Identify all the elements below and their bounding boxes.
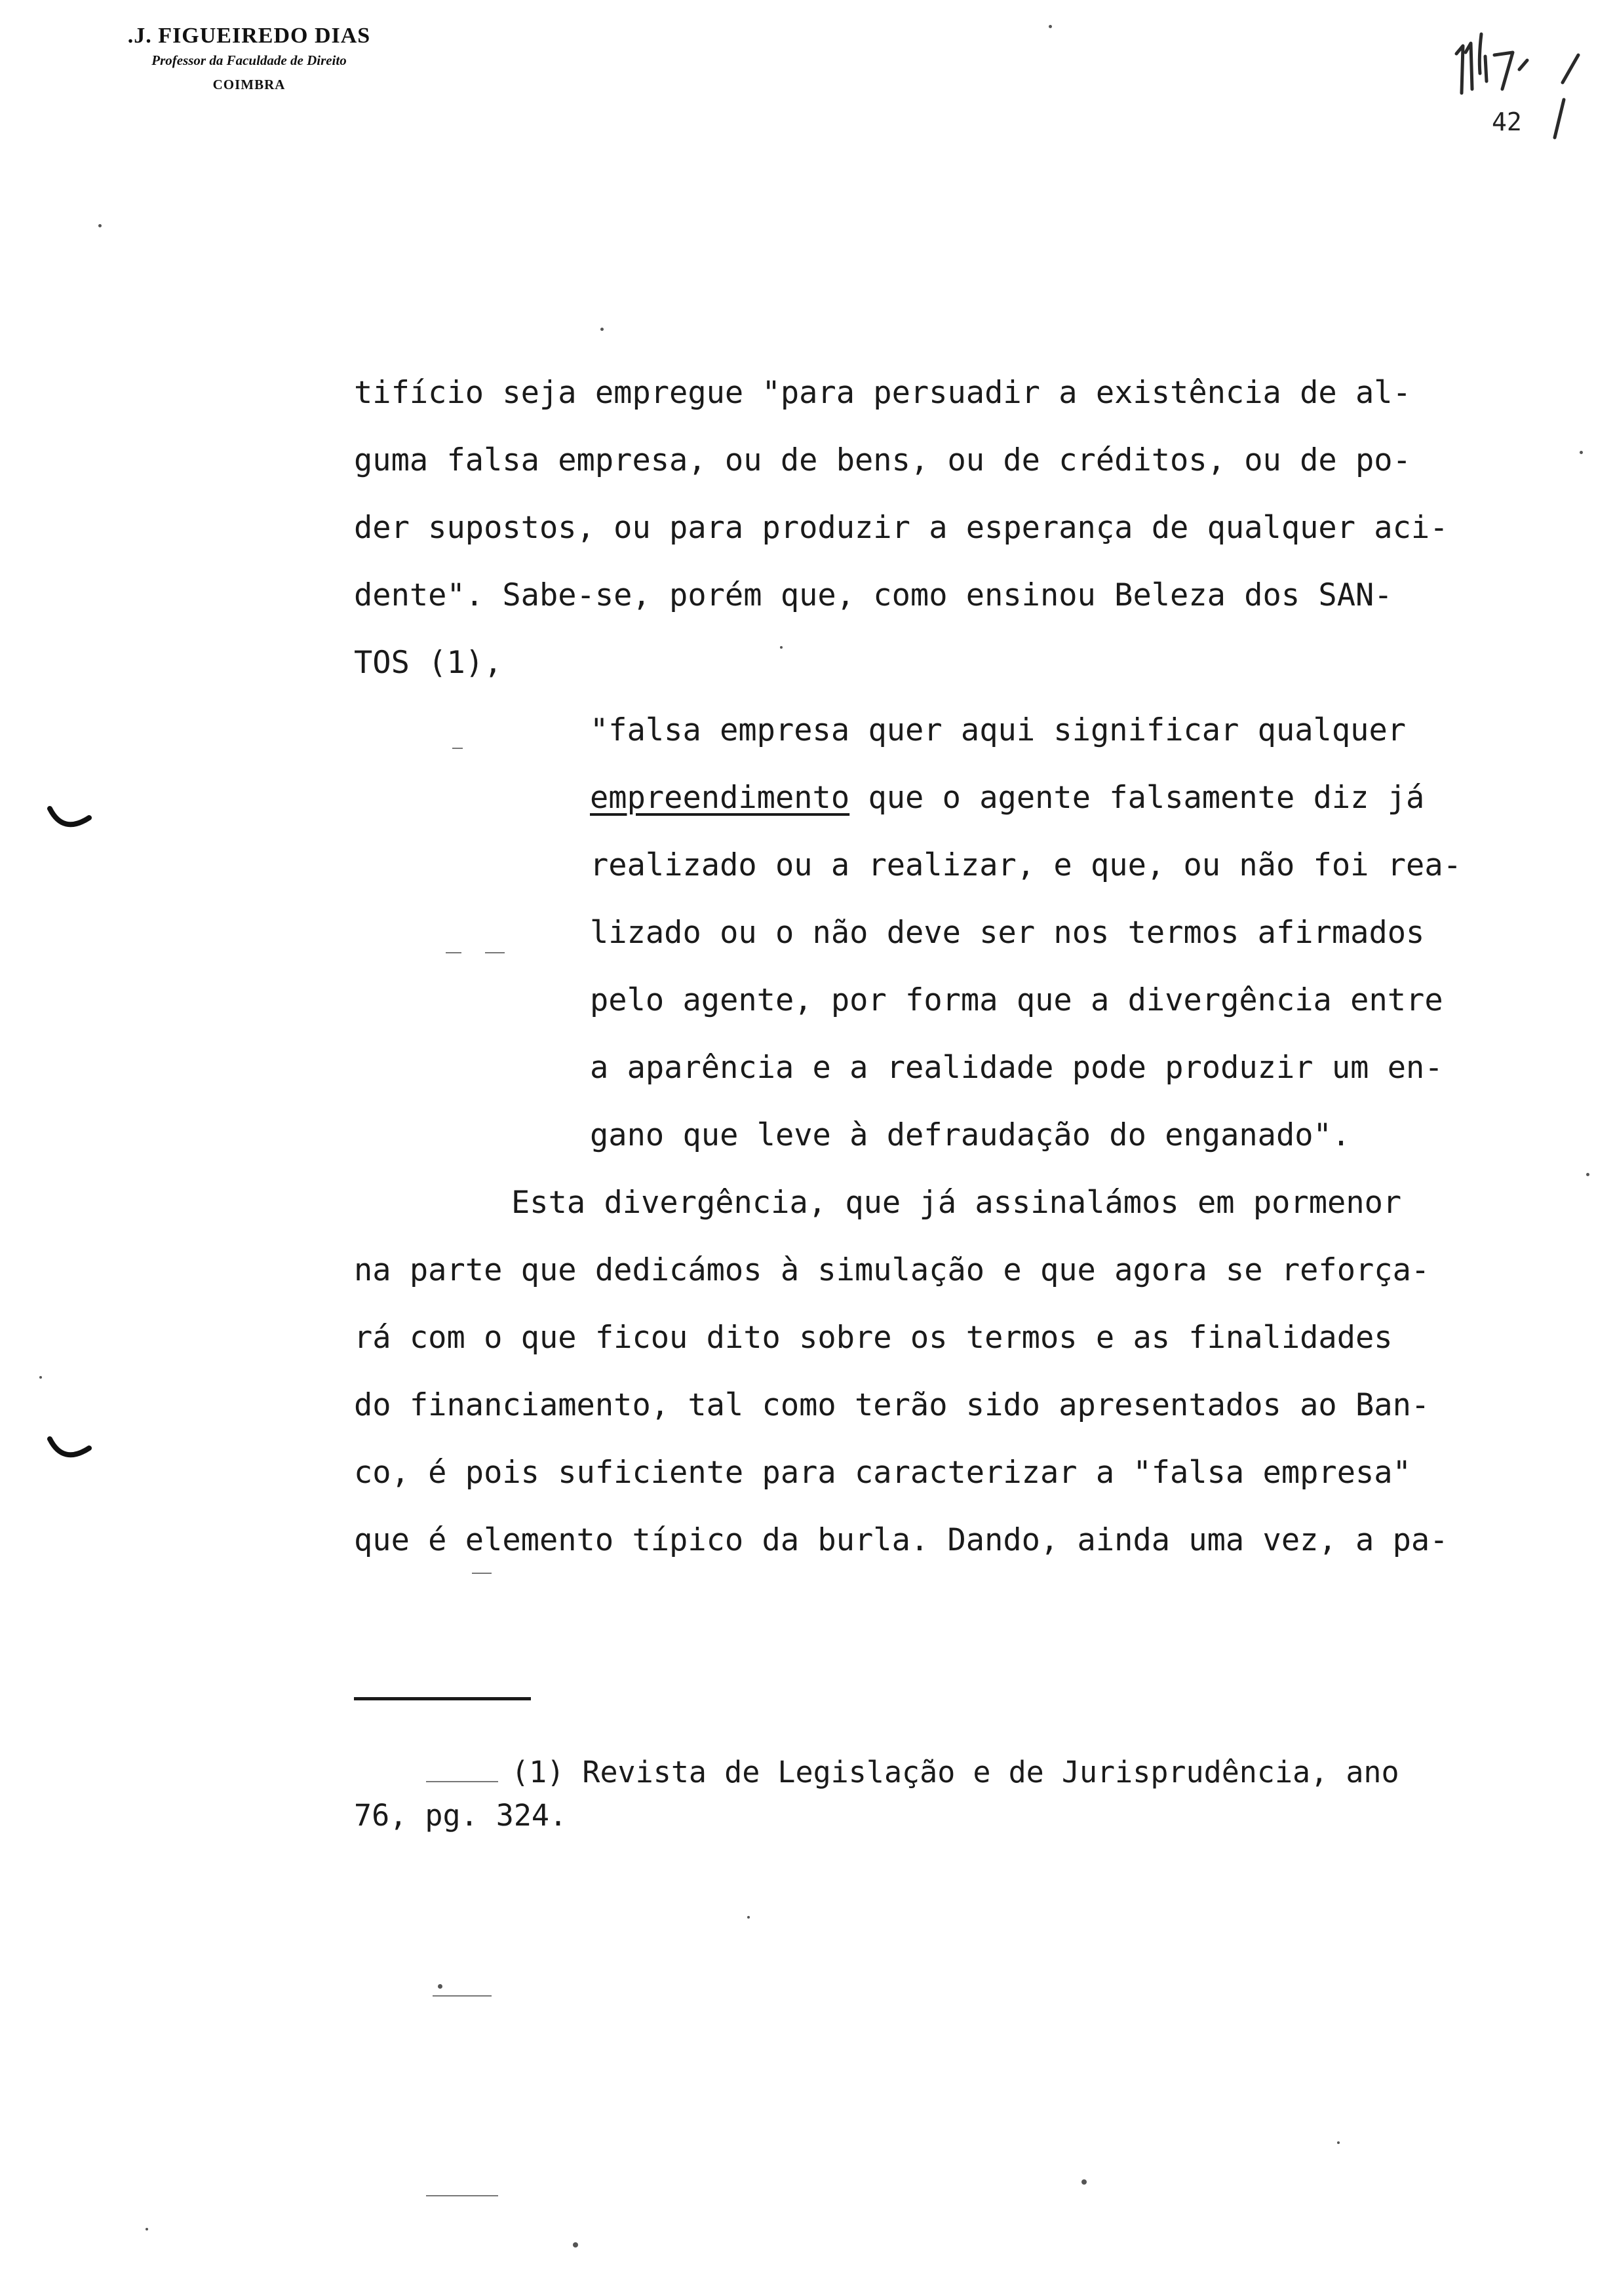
scan-speck (573, 2242, 578, 2248)
scan-speck (98, 224, 102, 227)
scan-speck (1337, 2141, 1340, 2144)
letterhead-city: COIMBRA (212, 77, 286, 92)
scan-dash-mark (452, 748, 463, 749)
body-line: TOS (1), (354, 645, 503, 681)
scan-dash-mark (472, 1573, 492, 1574)
margin-punch-mark-icon (47, 805, 93, 836)
margin-punch-mark-icon (47, 1435, 93, 1466)
quote-line: pelo agente, por forma que a divergência entre (590, 982, 1443, 1018)
quote-line: gano que leve à defraudação do enganado". (590, 1117, 1351, 1153)
scan-speck (780, 646, 783, 649)
scan-speck (747, 1916, 750, 1919)
body-line: que é elemento típico da burla. Dando, ainda uma vez, a pa- (354, 1522, 1449, 1558)
scan-dash-mark (433, 1995, 492, 1997)
scan-dash-mark (485, 952, 505, 953)
footnote-line: (1) Revista de Legislação e de Jurisprudência, ano (511, 1755, 1399, 1789)
body-line: tifício seja empregue "para persuadir a existência de al- (354, 375, 1411, 411)
body-line: na parte que dedicámos à simulação e que agora se reforça- (354, 1252, 1430, 1288)
scan-speck (146, 2228, 148, 2230)
body-line: do financiamento, tal como terão sido apresentados ao Ban- (354, 1387, 1430, 1423)
scan-speck (1081, 2179, 1087, 2185)
body-line: der supostos, ou para produzir a esperança de qualquer aci- (354, 510, 1449, 546)
letterhead-title: Professor da Faculdade de Direito (151, 52, 347, 68)
body-line: Esta divergência, que já assinalámos em pormenor (511, 1185, 1402, 1221)
quote-line: lizado ou o não deve ser nos termos afirmados (590, 915, 1425, 951)
body-line: guma falsa empresa, ou de bens, ou de créditos, ou de po- (354, 442, 1411, 478)
scan-speck (438, 1984, 442, 1989)
scan-speck (1586, 1173, 1589, 1176)
scan-dash-mark (446, 952, 461, 953)
scan-speck (1580, 451, 1583, 454)
footnote-rule (354, 1697, 531, 1700)
scan-dash-mark (426, 2195, 498, 2196)
scan-speck (39, 1376, 42, 1379)
quote-line: realizado ou a realizar, e que, ou não foi rea- (590, 847, 1462, 883)
scan-speck (600, 328, 604, 331)
quote-line: "falsa empresa quer aqui significar qualquer (590, 712, 1407, 748)
body-line: dente". Sabe-se, porém que, como ensinou Beleza dos SAN- (354, 577, 1393, 613)
footnote-line: 76, pg. 324. (354, 1798, 568, 1833)
page-number-mark (1447, 30, 1585, 142)
page-number: 42 (1492, 107, 1522, 136)
letterhead (66, 24, 433, 93)
body-line: co, é pois suficiente para caracterizar a "falsa empresa" (354, 1455, 1411, 1491)
scan-speck (1049, 25, 1052, 28)
underlined-term: empreendimento (590, 780, 850, 816)
scan-dash-mark (426, 1781, 498, 1782)
quote-line: a aparência e a realidade pode produzir um en- (590, 1050, 1443, 1086)
letterhead-name: .J. FIGUEIREDO DIAS (127, 24, 371, 48)
body-line: rá com o que ficou dito sobre os termos e as finalidades (354, 1320, 1393, 1356)
quote-line-rest: que o agente falsamente diz já (849, 780, 1425, 816)
quote-line (590, 780, 1424, 816)
